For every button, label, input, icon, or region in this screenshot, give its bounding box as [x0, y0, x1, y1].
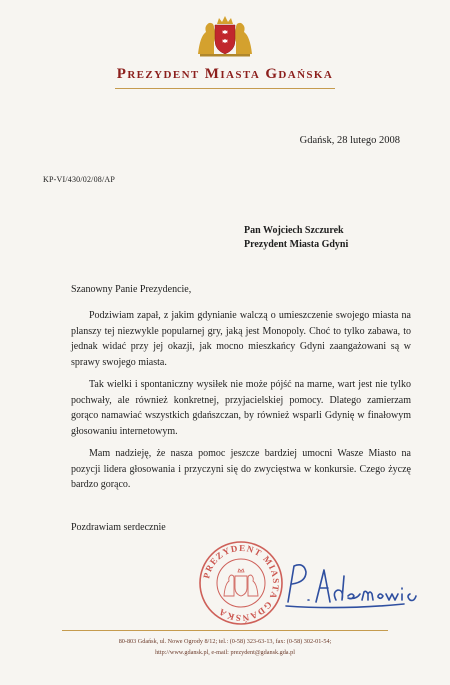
paragraph-3: Mam nadzieję, że nasza pomoc jeszcze bardziej umocni Wasze Miasto na pozycji lidera głosowania i przyczyni się do zwycięstwa w konkursie. Czego życzę bardzo gorąco. [71, 448, 411, 490]
recipient-block [244, 224, 348, 252]
handwritten-signature [282, 556, 422, 612]
footer [0, 636, 450, 658]
footer-contact: http://www.gdansk.pl, e-mail: prezydent@gdansk.gda.pl [155, 649, 295, 656]
letter-body [71, 308, 411, 500]
gdansk-coat-of-arms-icon [196, 14, 254, 58]
footer-divider [62, 630, 388, 631]
paragraph-1: Podziwiam zapał, z jakim gdynianie walczą o umieszczenie swojego miasta na planszy tej niezwykle popularnej gry, jaką jest Monopoly. Choć to tylko zabawa, to jednak widać przy jej okazji, jak mocno mieszkańcy Gdyni zaangażowani są w sprawy swojego miasta. [71, 310, 411, 368]
stamp-text: PREZYDENT MIASTA GDAŃSKA [201, 542, 282, 624]
official-stamp [198, 540, 284, 626]
letterhead-divider [115, 88, 335, 89]
recipient-title: Prezydent Miasta Gdyni [244, 239, 349, 250]
reference-number: KP-VI/430/02/08/AP [43, 175, 116, 184]
letterhead-title: Prezydent Miasta Gdańska [116, 66, 334, 82]
letter-date: Gdańsk, 28 lutego 2008 [299, 135, 400, 146]
paragraph-2: Tak wielki i spontaniczny wysiłek nie może pójść na marne, wart jest nie tylko pochwały, ale również konkretnej, przyjacielskiej pomocy. Dlatego zamierzam gorąco namawiać wszystkich gdańszczan, by również wsparli Gdynię w finałowym głosowaniu internetowym. [71, 379, 411, 437]
recipient-name: Pan Wojciech Szczurek [244, 225, 344, 236]
stamp-crest-icon [224, 569, 258, 596]
closing-line: Pozdrawiam serdecznie [71, 522, 166, 533]
svg-text:PREZYDENT MIASTA GDAŃSKA [201, 543, 281, 623]
salutation: Szanowny Panie Prezydencie, [71, 284, 192, 295]
footer-address: 80-803 Gdańsk, ul. Nowe Ogrody 8/12; tel.: (0-58) 323-63-13, fax: (0-58) 302-01-54; [118, 638, 332, 645]
